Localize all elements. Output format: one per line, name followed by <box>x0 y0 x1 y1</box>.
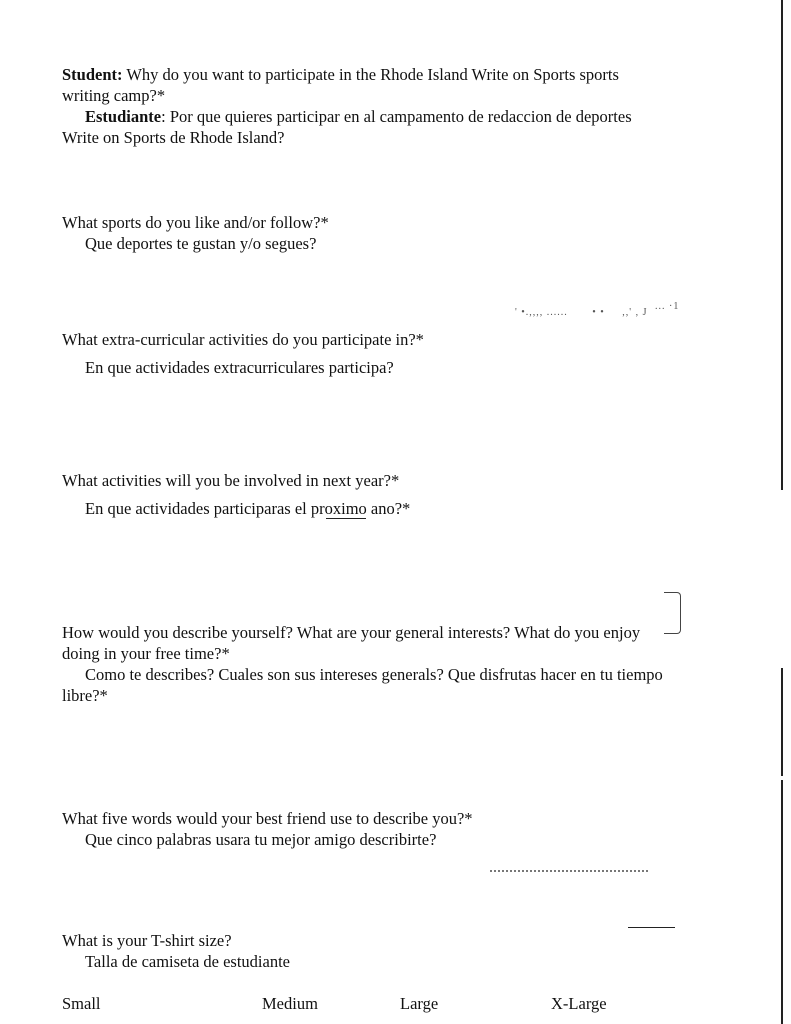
scan-noise-dotted-line <box>490 870 648 872</box>
question-text: What is your T-shirt size? <box>62 931 232 950</box>
question-text-spanish: Talla de camiseta de estudiante <box>85 952 291 971</box>
student-label: Student: <box>62 65 123 84</box>
size-option-x-large[interactable]: X-Large <box>551 994 607 1013</box>
scan-edge-line-bottom <box>781 780 783 1024</box>
question-describe-yourself <box>62 622 732 706</box>
question-why-participate <box>62 64 732 148</box>
question-text-spanish-continued: libre?* <box>62 686 108 705</box>
scan-noise-mark: ... ·1 <box>655 301 680 312</box>
question-text-spanish-continued: Write on Sports de Rhode Island? <box>62 128 285 147</box>
size-option-large[interactable]: Large <box>400 994 439 1013</box>
question-text-spanish: Que cinco palabras usara tu mejor amigo describirte? <box>85 830 437 849</box>
question-five-words <box>62 808 732 850</box>
question-sports <box>62 212 732 254</box>
estudiante-label: Estudiante <box>85 107 162 126</box>
tshirt-size-options <box>62 993 662 1015</box>
question-text: What activities will you be involved in next year?* <box>62 471 400 490</box>
question-tshirt-size <box>62 930 732 972</box>
question-text-spanish: Como te describes? Cuales son sus intereses generals? Que disfrutas hacer en tu tiempo <box>85 665 663 684</box>
question-next-year <box>62 470 732 519</box>
question-text: What extra-curricular activities do you participate in?* <box>62 330 424 349</box>
question-text-spanish: : Por que quieres participar en al campamento de redaccion de deportes <box>161 107 632 126</box>
question-en-line <box>62 64 732 85</box>
scan-edge-line-top <box>781 0 783 490</box>
question-es-line <box>62 106 732 127</box>
question-text-spanish: Que deportes te gustan y/o segues? <box>85 234 317 253</box>
question-text-continued: doing in your free time?* <box>62 644 230 663</box>
question-text: What sports do you like and/or follow?* <box>62 213 329 232</box>
question-text-spanish: En que actividades participaras el proximo ano?* <box>85 499 411 518</box>
scan-underline-mark <box>628 927 675 928</box>
scan-edge-line-middle <box>781 668 783 776</box>
scan-noise-mark: ' •.,,,, ...... • • ,,' , J <box>515 307 648 318</box>
question-extracurricular <box>62 329 732 378</box>
size-option-small[interactable]: Small <box>62 994 101 1013</box>
question-text-continued: writing camp?* <box>62 86 166 105</box>
question-text: Why do you want to participate in the Rhode Island Write on Sports sports <box>122 65 619 84</box>
question-text: What five words would your best friend use to describe you?* <box>62 809 473 828</box>
question-text: How would you describe yourself? What are your general interests? What do you enjoy <box>62 623 641 642</box>
size-option-medium[interactable]: Medium <box>262 994 318 1013</box>
question-text-spanish: En que actividades extracurriculares participa? <box>85 358 394 377</box>
